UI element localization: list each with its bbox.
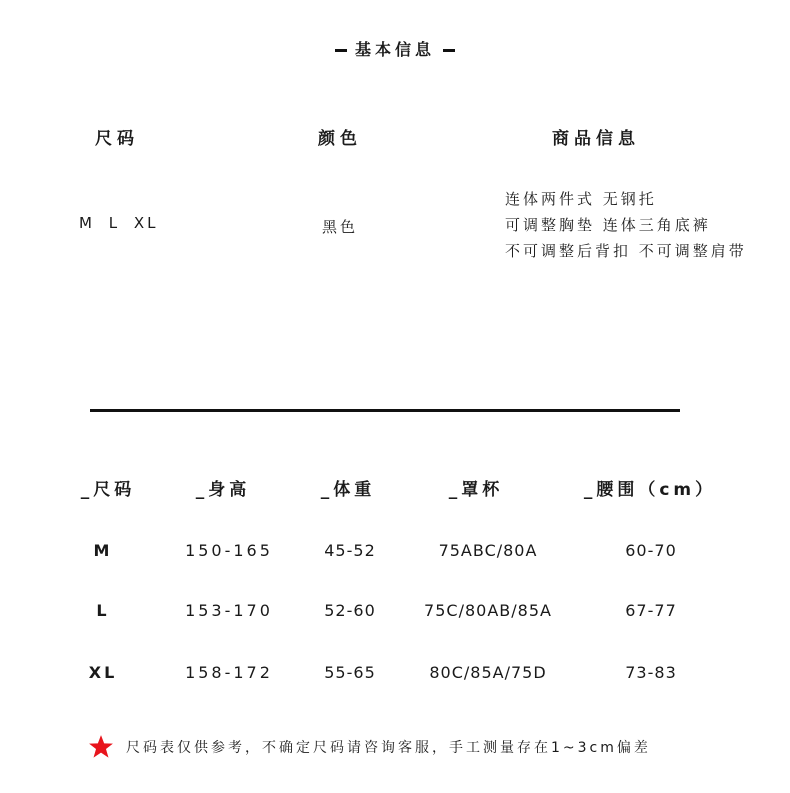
product-info-line: 不可调整后背扣 不可调整肩带 [505, 242, 747, 260]
table-header-weight: _体重 [320, 480, 376, 500]
size-header: 尺码 [95, 129, 139, 149]
product-info-line: 连体两件式 无钢托 [505, 190, 657, 208]
row-weight: 55-65 [324, 663, 376, 682]
product-info-line: 可调整胸垫 连体三角底裤 [505, 216, 711, 234]
row-waist: 73-83 [625, 663, 677, 682]
title-dash-left [335, 49, 347, 52]
size-note-text: 尺码表仅供参考，不确定尺码请咨询客服，手工测量存在1~3cm偏差 [126, 740, 651, 756]
row-weight: 52-60 [324, 601, 376, 620]
row-size: XL [88, 663, 118, 682]
section-title [0, 37, 790, 60]
row-weight: 45-52 [324, 541, 376, 560]
row-cup: 75ABC/80A [438, 541, 538, 560]
table-header-size: _尺码 [80, 480, 136, 500]
size-note [88, 734, 651, 760]
product-info-list [505, 186, 747, 264]
table-header-height: _身高 [195, 480, 251, 500]
row-size: M [93, 541, 113, 560]
title-dash-right [443, 49, 455, 52]
product-info-header: 商品信息 [552, 129, 640, 149]
row-height: 150-165 [185, 541, 273, 560]
row-height: 153-170 [185, 601, 273, 620]
color-value: 黑色 [322, 218, 359, 236]
table-header-cup: _罩杯 [448, 480, 504, 500]
table-header-waist: _腰围（cm） [583, 480, 717, 500]
row-size: L [96, 601, 110, 620]
row-waist: 67-77 [625, 601, 677, 620]
row-waist: 60-70 [625, 541, 677, 560]
star-icon [88, 734, 114, 760]
section-title-text: 基本信息 [354, 40, 435, 59]
row-height: 158-172 [185, 663, 273, 682]
row-cup: 75C/80AB/85A [424, 601, 552, 620]
size-values: M L XL [79, 214, 159, 232]
row-cup: 80C/85A/75D [429, 663, 547, 682]
section-divider [90, 409, 680, 412]
color-header: 颜色 [318, 129, 362, 149]
